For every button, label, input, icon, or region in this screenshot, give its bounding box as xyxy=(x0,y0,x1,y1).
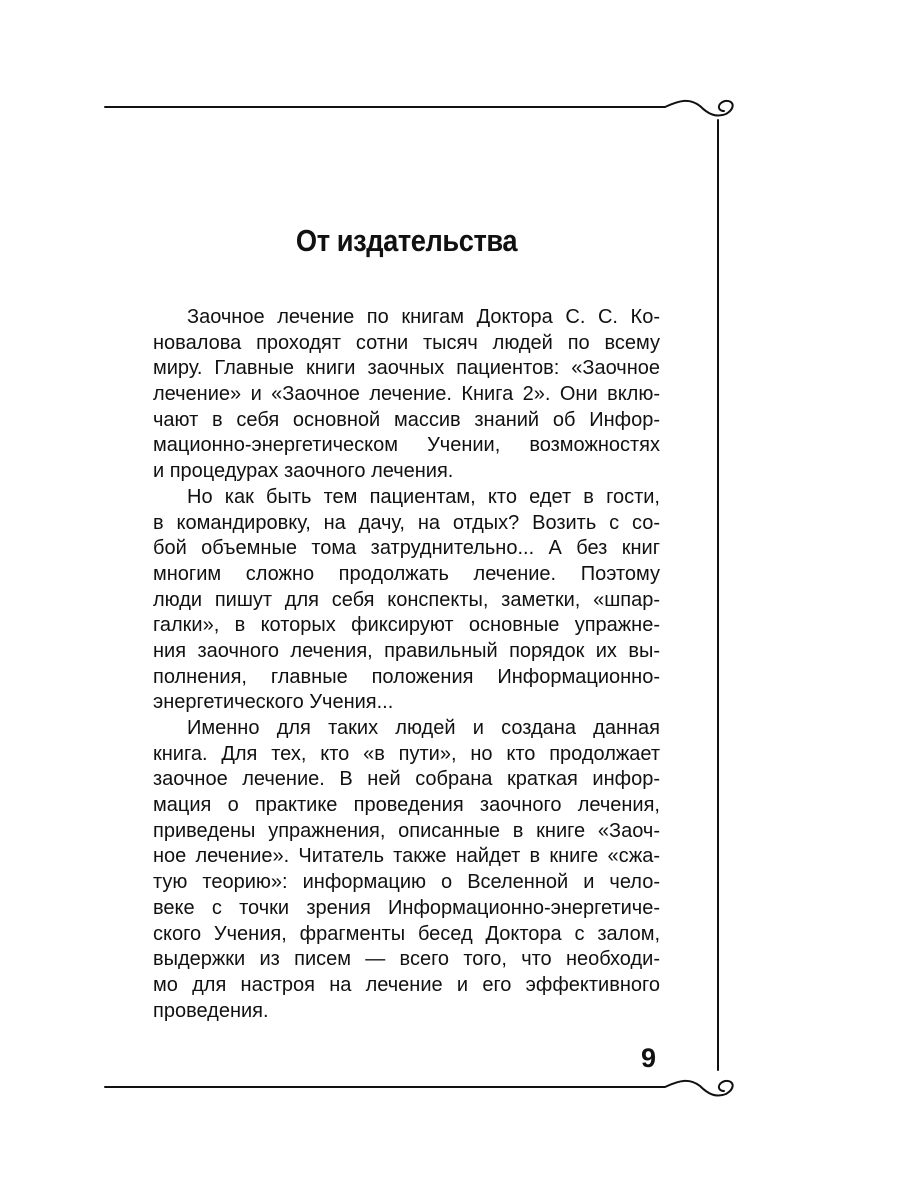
text-line: ное лечение». Читатель также найдет в книге «сжа- xyxy=(153,845,660,868)
text-line: заочное лечение. В ней собрана краткая инфор- xyxy=(153,768,660,791)
body-text xyxy=(153,305,660,1024)
text-line: проведения. xyxy=(153,999,269,1022)
text-line: энергетического Учения... xyxy=(153,691,394,714)
text-line: мационно-энергетическом Учении, возможностях xyxy=(153,434,660,457)
text-line: Именно для таких людей и создана данная xyxy=(187,717,660,739)
text-line: чают в себя основной массив знаний об Инфор- xyxy=(153,408,660,431)
page-title: От издательства xyxy=(295,223,518,258)
text-line: Но как быть тем пациентам, кто едет в гости, xyxy=(187,485,660,508)
text-line: мо для настроя на лечение и его эффективного xyxy=(153,973,660,996)
text-line: миру. Главные книги заочных пациентов: «Заочное xyxy=(153,357,660,380)
text-line: мация о практике проведения заочного лечения, xyxy=(153,794,660,817)
text-line: и процедурах заочного лечения. xyxy=(153,460,454,483)
text-line: Заочное лечение по книгам Доктора С. С. Ко- xyxy=(187,306,660,328)
text-line: книга. Для тех, кто «в пути», но кто продолжает xyxy=(153,742,660,765)
bottom-rule xyxy=(105,1081,733,1096)
text-line: приведены упражнения, описанные в книге «Заоч- xyxy=(153,819,660,842)
text-line: галки», в которых фиксируют основные упражне- xyxy=(153,614,660,637)
text-line: выдержки из писем — всего того, что необходи- xyxy=(153,948,660,971)
text-line: в командировку, на дачу, на отдых? Возить с со- xyxy=(153,511,660,534)
text-line: ния заочного лечения, правильный порядок их вы- xyxy=(153,639,660,662)
text-line: веке с точки зрения Информационно-энергетиче- xyxy=(153,896,660,919)
text-line: ского Учения, фрагменты бесед Доктора с залом, xyxy=(153,922,660,945)
text-line: тую теорию»: информацию о Вселенной и чело- xyxy=(153,871,660,894)
text-line: многим сложно продолжать лечение. Поэтому xyxy=(153,562,660,585)
text-line: новалова проходят сотни тысяч людей по всему xyxy=(153,331,660,354)
text-line: лечение» и «Заочное лечение. Книга 2». Они вклю- xyxy=(153,383,660,406)
page-number: 9 xyxy=(641,1043,657,1073)
top-rule xyxy=(105,101,733,116)
text-line: люди пишут для себя конспекты, заметки, «шпар- xyxy=(153,588,660,611)
text-line: бой объемные тома затруднительно... А без книг xyxy=(153,537,660,560)
text-line: полнения, главные положения Информационно- xyxy=(153,665,660,688)
